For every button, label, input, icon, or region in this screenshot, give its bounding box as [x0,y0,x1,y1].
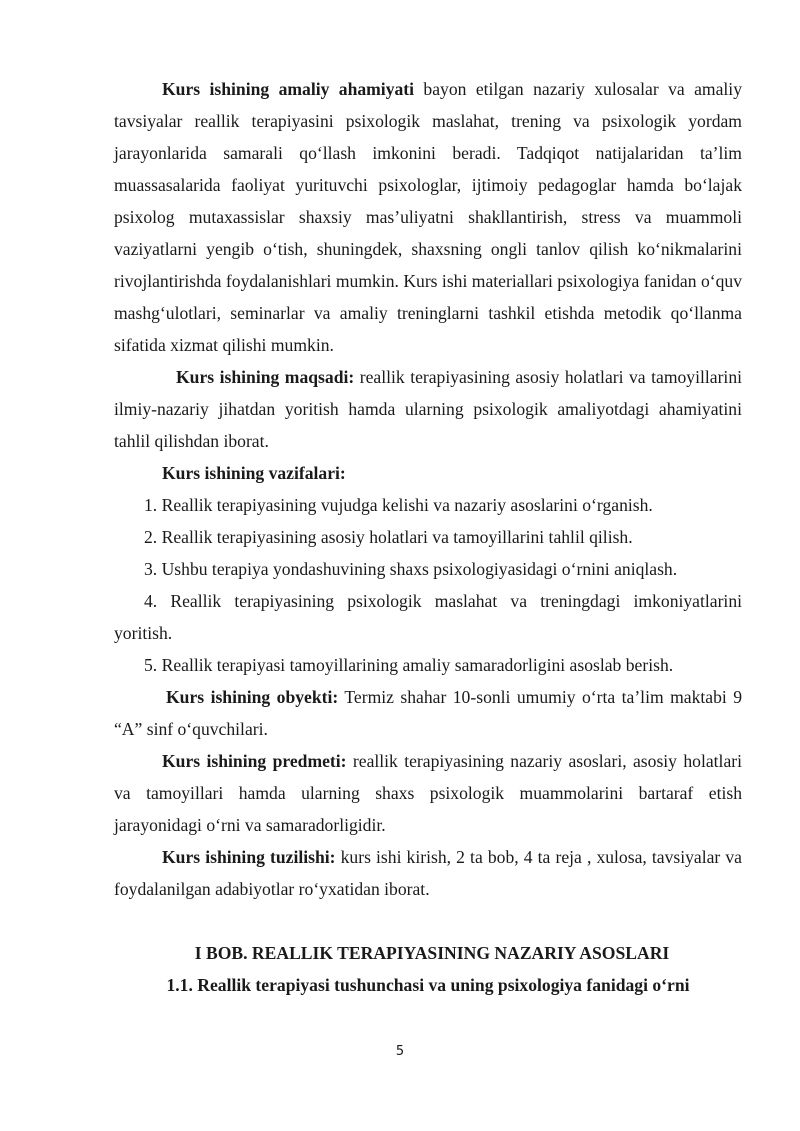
paragraph-label: Kurs ishining amaliy ahamiyati [162,79,415,99]
paragraph-label: Kurs ishining predmeti: [162,751,347,771]
paragraph-label: Kurs ishining maqsadi: [176,367,355,387]
list-item: 3. Ushbu terapiya yondashuvining shaxs psixologiyasidagi o‘rnini aniqlash. [144,559,678,579]
paragraph-text: reallik terapiyasining nazariy asoslari, asosiy holatlari va tamoyillari hamda ularning shaxs psixologik muammolarini bartaraf etish jarayonidagi o‘rni va samaradorligidir. [114,751,742,835]
section-heading: 1.1. Reallik terapiyasi tushunchasi va uning psixologiya fanidagi o‘rni [166,975,690,995]
list-item: 2. Reallik terapiyasining asosiy holatlari va tamoyillarini tahlil qilish. [144,527,633,547]
list-item: 4. Reallik terapiyasining psixologik maslahat va treningdagi imkoniyatlarini yoritish. [114,591,742,643]
paragraph-practical-significance [114,73,742,361]
list-item: 1. Reallik terapiyasining vujudga kelishi va nazariy asoslarini o‘rganish. [144,495,653,515]
tasks-heading: Kurs ishining vazifalari: [162,463,346,483]
paragraph-text: kurs ishi kirish, 2 ta bob, 4 ta reja , xulosa, tavsiyalar va foydalanilgan adabiyotlar ro‘yxatidan iborat. [114,847,742,899]
paragraph-text: bayon etilgan nazariy xulosalar va amaliy tavsiyalar reallik terapiyasini psixologik maslahat, trening va psixologik yordam jarayonlarida samarali qo‘llash imkonini beradi. Tadqiqot natijalaridan ta’lim muassasalarida faoliyat yurituvchi psixologlar, ijtimoiy pedagoglar hamda bo‘lajak psixolog mutaxassislar shaxsiy mas’uliyatni shakllantirish, stress va muammoli vaziyatlarni yengib o‘tish, shuningdek, shaxsning ongli tanlov qilish ko‘nikmalarini rivojlantirishda foydalanishlari mumkin. Kurs ishi materiallari psixologiya fanidan o‘quv mashg‘ulotlari, seminarlar va amaliy treninglarni tashkil etishda metodik qo‘llanma sifatida xizmat qilishi mumkin. [114,79,742,355]
paragraph-text: reallik terapiyasining asosiy holatlari va tamoyillarini ilmiy-nazariy jihatdan yoritish hamda ularning psixologik amaliyotdagi ahamiyatini tahlil qilishdan iborat. [114,367,743,451]
paragraph-structure [114,841,742,905]
chapter-heading: I BOB. REALLIK TERAPIYASINING NAZARIY ASOSLARI [194,943,670,963]
paragraph-label: Kurs ishining tuzilishi: [162,847,336,867]
paragraph-subject [114,745,742,841]
paragraph-object [114,681,742,745]
page-number: 5 [395,1044,405,1059]
paragraph-label: Kurs ishining obyekti: [166,687,339,707]
paragraph-text: Termiz shahar 10-sonli umumiy o‘rta ta’lim maktabi 9 “A” sinf o‘quvchilari. [114,687,742,739]
spacer [114,905,742,937]
page-content [114,73,742,1001]
paragraph-goal [114,361,742,457]
tasks-list [114,489,742,681]
list-item: 5. Reallik terapiyasi tamoyillarining amaliy samaradorligini asoslab berish. [144,655,674,675]
